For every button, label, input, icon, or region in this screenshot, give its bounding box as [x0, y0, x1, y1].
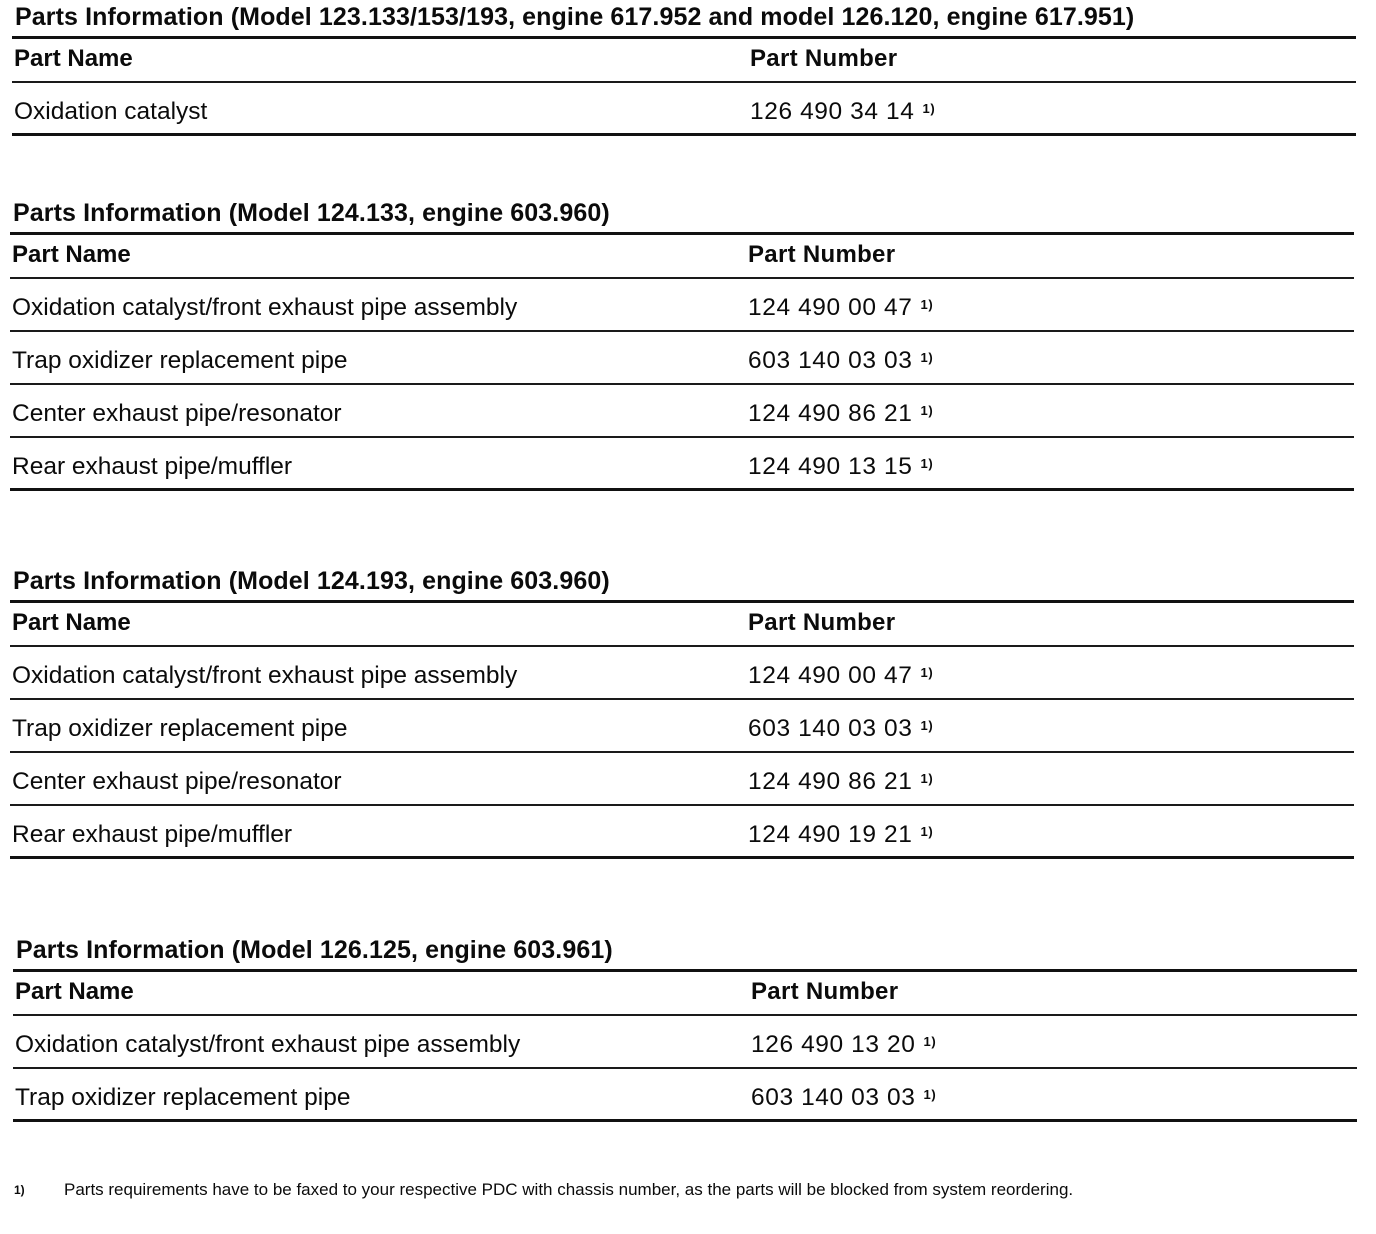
table-row: [12, 83, 1356, 136]
part-number: 124 490 13 15 $^{1)}$: [748, 453, 934, 480]
section-title: Parts Information (Model 126.125, engine 603.961): [16, 936, 613, 964]
part-name-header: Part Name: [12, 241, 131, 268]
part-number: 126 490 13 20 $^{1)}$: [751, 1031, 937, 1058]
footnote-ref: 1): [920, 350, 934, 365]
part-number: 124 490 00 47 $^{1)}$: [748, 294, 934, 321]
table-row: [10, 385, 1354, 438]
footnote-ref: 1): [920, 403, 934, 418]
table-header-row: [10, 603, 1354, 647]
table-header-row: [13, 972, 1357, 1016]
footnote-ref: 1): [920, 456, 934, 471]
footnote-text: Parts requirements have to be faxed to your respective PDC with chassis number, as the parts will be blocked from system reordering.: [64, 1180, 1074, 1199]
table-row: [13, 1069, 1357, 1122]
footnote-ref: 1): [920, 665, 934, 680]
section-title: Parts Information (Model 124.133, engine 603.960): [13, 199, 610, 227]
section-title: Parts Information (Model 124.193, engine 603.960): [13, 567, 610, 595]
part-number: 603 140 03 03 $^{1)}$: [748, 347, 934, 374]
footnote-ref: 1): [923, 1087, 937, 1102]
part-name: Oxidation catalyst/front exhaust pipe assembly: [12, 662, 518, 689]
part-number: 124 490 19 21 $^{1)}$: [748, 821, 934, 848]
part-name: Rear exhaust pipe/muffler: [12, 821, 293, 848]
footnote-ref: 1): [920, 718, 934, 733]
part-number: 126 490 34 14 $^{1)}$: [750, 98, 936, 125]
part-name: Center exhaust pipe/resonator: [12, 768, 342, 795]
table-row: [10, 700, 1354, 753]
table-row: [10, 332, 1354, 385]
part-number: 603 140 03 03 $^{1)}$: [748, 715, 934, 742]
part-name-header: Part Name: [12, 609, 131, 636]
table-header-row: [10, 235, 1354, 279]
table-row: [10, 647, 1354, 700]
part-number: 124 490 00 47 $^{1)}$: [748, 662, 934, 689]
table-row: [10, 438, 1354, 491]
parts-section-4: [13, 935, 1357, 1122]
part-number: 124 490 86 21 $^{1)}$: [748, 400, 934, 427]
parts-section-3: [10, 566, 1354, 859]
part-number: 603 140 03 03 $^{1)}$: [751, 1084, 937, 1111]
table-header-row: [12, 39, 1356, 83]
parts-section-1: [12, 2, 1356, 136]
part-name: Oxidation catalyst/front exhaust pipe assembly: [12, 294, 518, 321]
part-name: Rear exhaust pipe/muffler: [12, 453, 293, 480]
footnote: [14, 1176, 1314, 1204]
table-row: [13, 1016, 1357, 1069]
part-name: Trap oxidizer replacement pipe: [15, 1084, 351, 1111]
parts-section-2: [10, 198, 1354, 491]
part-number: 124 490 86 21 $^{1)}$: [748, 768, 934, 795]
part-name: Trap oxidizer replacement pipe: [12, 347, 348, 374]
table-row: [10, 753, 1354, 806]
part-name: Center exhaust pipe/resonator: [12, 400, 342, 427]
part-number-header: Part Number: [748, 241, 896, 268]
footnote-ref: 1): [920, 824, 934, 839]
part-name-header: Part Name: [15, 978, 134, 1005]
footnote-ref: 1): [920, 771, 934, 786]
section-title: Parts Information (Model 123.133/153/193, engine 617.952 and model 126.120, engine 617.951): [15, 3, 1135, 31]
footnote-ref: 1): [920, 297, 934, 312]
part-name: Trap oxidizer replacement pipe: [12, 715, 348, 742]
footnote-mark: 1): [14, 1183, 25, 1197]
part-name: Oxidation catalyst: [14, 98, 208, 125]
part-number-header: Part Number: [751, 978, 899, 1005]
part-name-header: Part Name: [14, 45, 133, 72]
table-row: [10, 806, 1354, 859]
part-name: Oxidation catalyst/front exhaust pipe assembly: [15, 1031, 521, 1058]
footnote-ref: 1): [922, 101, 936, 116]
footnote-ref: 1): [923, 1034, 937, 1049]
part-number-header: Part Number: [750, 45, 898, 72]
part-number-header: Part Number: [748, 609, 896, 636]
table-row: [10, 279, 1354, 332]
